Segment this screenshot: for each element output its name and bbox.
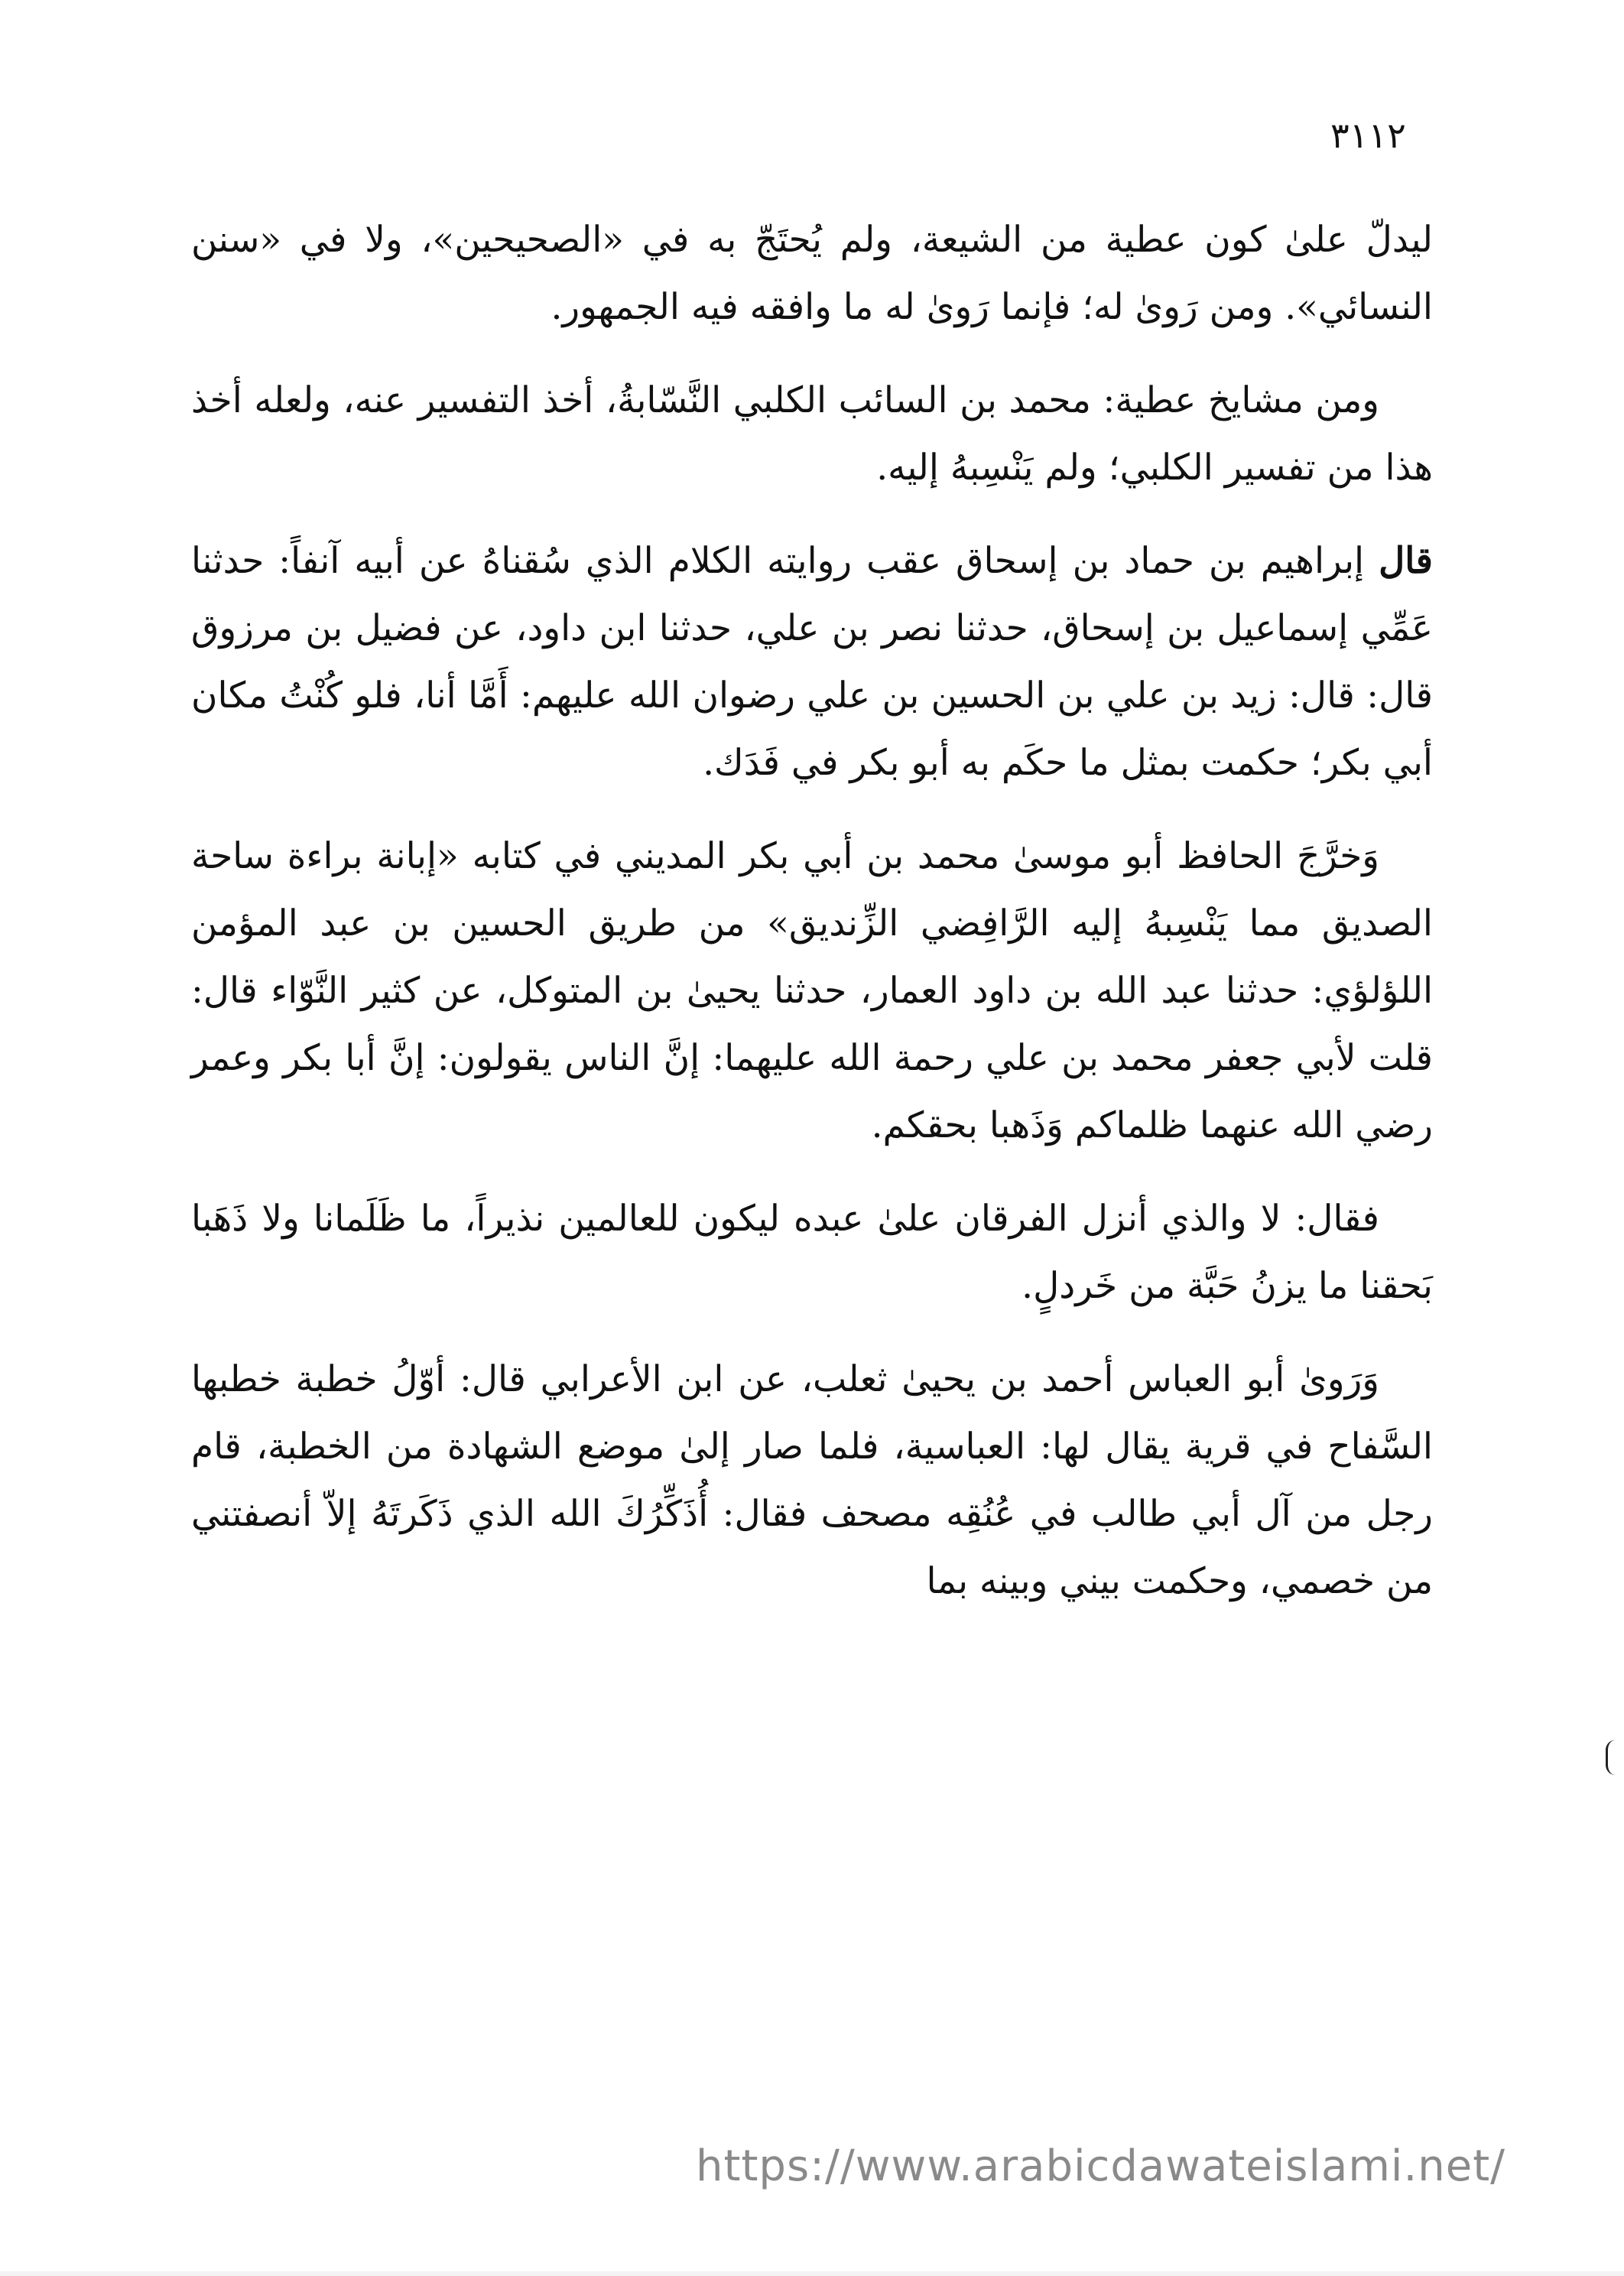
margin-bracket bbox=[1606, 1740, 1616, 1775]
paragraph-4 bbox=[191, 823, 1433, 1159]
page-number: ٣١١٢ bbox=[1330, 115, 1406, 156]
watermark-url: https://www.arabicdawateislami.net/ bbox=[696, 2141, 1506, 2191]
paragraph-3-text: إبراهيم بن حماد بن إسحاق عقب روايته الكلام الذي سُقناهُ عن أبيه آنفاً: حدثنا عَمِّي إسماعيل بن إسحاق، حدثنا نصر بن علي، حدثنا ابن داود، عن فضيل بن مرزوق قال: قال: زيد بن علي بن الحسين بن علي رضوان الله عليهم: أَمَّا أنا، فلو كُنْتُ مكان أبي بكر؛ حكمت بمثل ما حكَم به أبو بكر في فَدَك. bbox=[191, 540, 1433, 784]
paragraph-3-lead: قال bbox=[1379, 540, 1433, 582]
paragraph-6-text: وَرَوىٰ أبو العباس أحمد بن يحيىٰ ثعلب، عن ابن الأعرابي قال: أوّلُ خطبة خطبها السَّفاح في قرية يقال لها: العباسية، فلما صار إلىٰ موضع الشهادة من الخطبة، قام رجل من آل أبي طالب في عُنُقِه مصحف فقال: أُذَكِّرُكَ الله الذي ذَكَرتَهُ إلاّ أنصفتني من خصمي، وحكمت بيني وبينه بما bbox=[191, 1358, 1433, 1602]
text-block bbox=[191, 206, 1433, 1641]
paragraph-2-text: ومن مشايخ عطية: محمد بن السائب الكلبي النَّسّابةُ، أخذ التفسير عنه، ولعله أخذ هذا من تفسير الكلبي؛ ولم يَنْسِبهُ إليه. bbox=[191, 379, 1433, 489]
paragraph-1-text: ليدلّ علىٰ كون عطية من الشيعة، ولم يُحتَجّ به في «الصحيحين»، ولا في «سنن النسائي». ومن رَوىٰ له؛ فإنما رَوىٰ له ما وافقه فيه الجمهور. bbox=[191, 219, 1433, 328]
paragraph-3 bbox=[191, 528, 1433, 797]
paragraph-4-text: وَخرَّجَ الحافظ أبو موسىٰ محمد بن أبي بكر المديني في كتابه «إبانة براءة ساحة الصديق مما يَنْسِبهُ إليه الرَّافِضي الزِّنديق» من طريق الحسين بن عبد المؤمن اللؤلؤي: حدثنا عبد الله بن داود العمار، حدثنا يحيىٰ بن المتوكل، عن كثير النَّوّاء قال: قلت لأبي جعفر محمد بن علي رحمة الله عليهما: إنَّ الناس يقولون: إنَّ أبا بكر وعمر رضي الله عنهما ظلماكم وَذَهبا بحقكم. bbox=[191, 835, 1433, 1146]
paragraph-5-text: فقال: لا والذي أنزل الفرقان علىٰ عبده ليكون للعالمين نذيراً، ما ظَلَمانا ولا ذَهَبا بَحقنا ما يزنُ حَبَّة من خَردلٍ. bbox=[191, 1198, 1433, 1307]
page-bottom-edge bbox=[0, 2271, 1624, 2276]
paragraph-1 bbox=[191, 206, 1433, 341]
paragraph-6 bbox=[191, 1346, 1433, 1615]
paragraph-2 bbox=[191, 367, 1433, 502]
paragraph-5 bbox=[191, 1185, 1433, 1320]
